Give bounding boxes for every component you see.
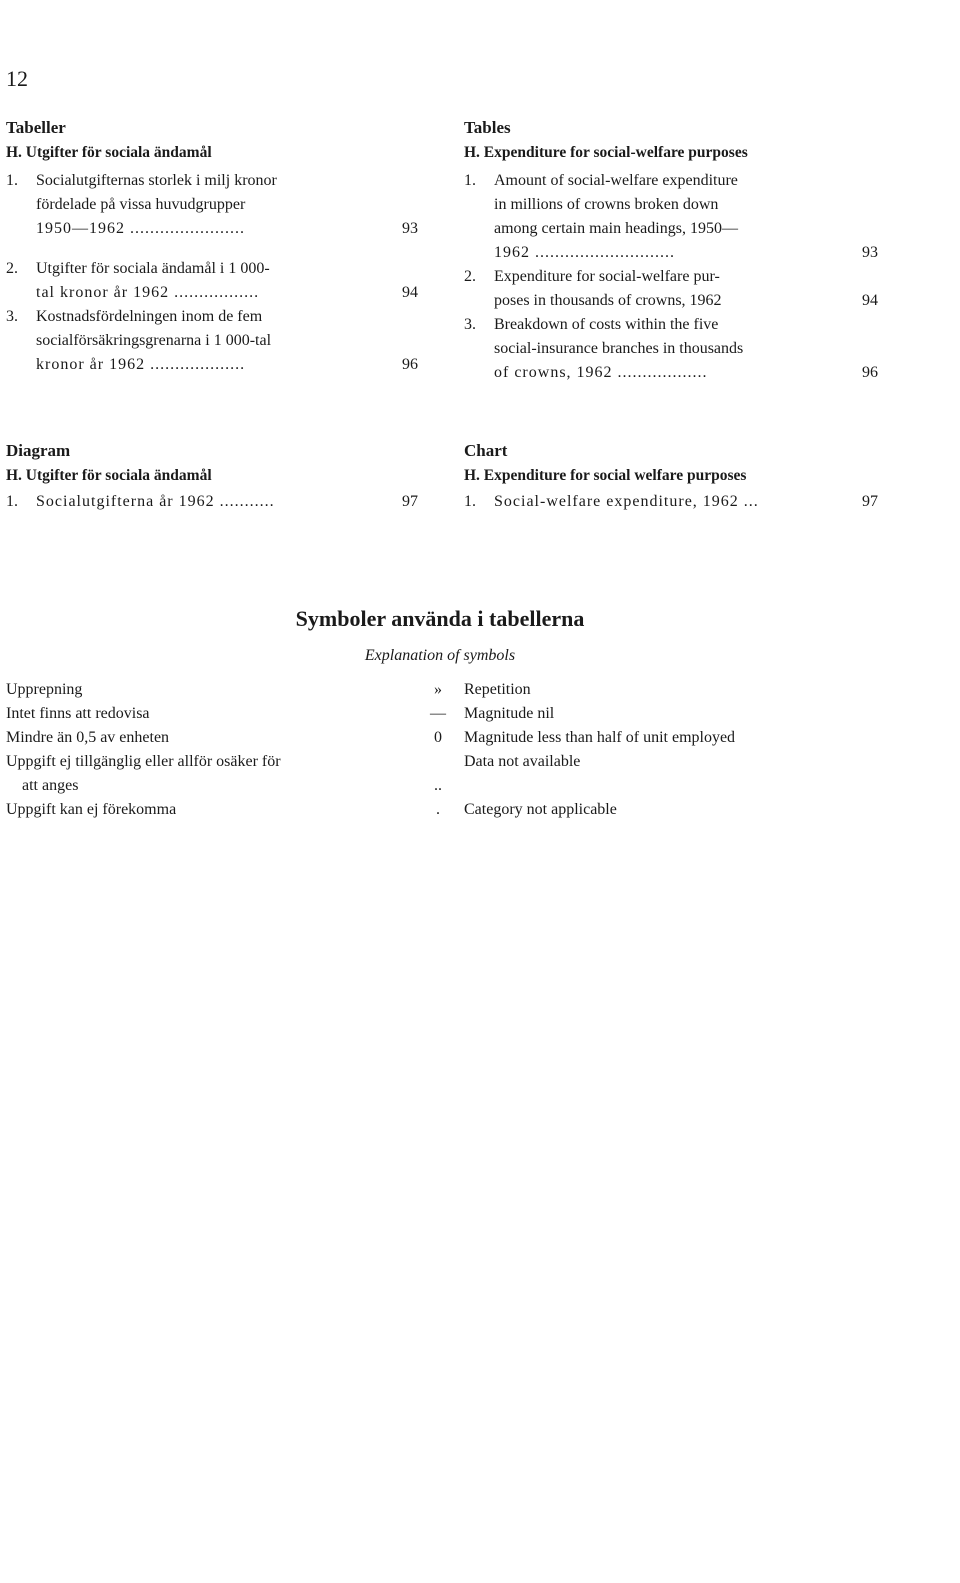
entry-text: Social-welfare expenditure, 1962 ...: [494, 493, 759, 510]
entry-text: Expenditure for social-welfare pur-: [494, 268, 720, 285]
entry-text: of crowns, 1962 ..................: [494, 364, 708, 381]
symbol-english-text: Repetition: [464, 681, 531, 698]
entry-text: among certain main headings, 1950—: [494, 220, 738, 237]
entry-text: fördelade på vissa huvudgrupper: [36, 196, 246, 213]
page-ref: 97: [402, 493, 418, 510]
entry-text: social-insurance branches in thousands: [494, 340, 744, 357]
symbol-english-text: Magnitude nil: [464, 705, 555, 722]
entry-number: 3.: [6, 308, 18, 325]
symbol-swedish-text: Uppgift kan ej förekomma: [6, 801, 177, 818]
tables-swedish-column: [6, 117, 418, 377]
entry-number: 1.: [6, 493, 18, 510]
chart-entry-en-1[interactable]: [464, 490, 878, 514]
symbol-mark: »: [434, 681, 442, 698]
symbols-title: Symboler använda i tabellerna: [295, 606, 585, 631]
symbol-row: [6, 678, 866, 702]
entry-text: kronor år 1962 ...................: [36, 356, 246, 373]
chart-section-en: H. Expenditure for social welfare purposes: [464, 467, 747, 484]
entry-text: Breakdown of costs within the five: [494, 316, 719, 333]
chart-heading-en: Chart: [464, 441, 508, 460]
page-ref: 96: [402, 356, 418, 373]
page-ref: 96: [862, 364, 878, 381]
entry-number: 2.: [464, 268, 476, 285]
symbol-english-text: Data not available: [464, 753, 581, 770]
entry-text: 1962 ............................: [494, 244, 675, 261]
diagram-entry-sv-1[interactable]: [6, 490, 418, 514]
entry-text: Socialutgifternas storlek i milj kronor: [36, 172, 277, 189]
tables-heading-sv: Tabeller: [6, 118, 66, 137]
page-ref: 94: [402, 284, 418, 301]
symbol-swedish-text: Upprepning: [6, 681, 83, 698]
symbols-subtitle: Explanation of symbols: [364, 647, 516, 664]
symbol-row: [6, 702, 866, 726]
entry-number: 2.: [6, 260, 18, 277]
tables-english-column: [464, 117, 878, 385]
tables-heading-en: Tables: [464, 118, 511, 137]
symbol-swedish-text: Uppgift ej tillgänglig eller allför osäker för: [6, 753, 281, 770]
symbols-table: [6, 678, 866, 822]
symbol-row: [6, 798, 866, 822]
toc-entry-sv-3[interactable]: [6, 305, 418, 377]
symbol-mark: —: [430, 705, 446, 722]
symbol-mark: 0: [434, 729, 442, 746]
page-ref: 93: [862, 244, 878, 261]
entry-number: 1.: [464, 172, 476, 189]
symbol-mark: ..: [434, 777, 442, 794]
toc-entry-en-1[interactable]: [464, 169, 878, 265]
entry-text: poses in thousands of crowns, 1962: [494, 292, 722, 309]
toc-entry-en-3[interactable]: [464, 313, 878, 385]
entry-text: Socialutgifterna år 1962 ...........: [36, 493, 275, 510]
diagram-heading-sv: Diagram: [6, 441, 71, 460]
entry-text: in millions of crowns broken down: [494, 196, 719, 213]
symbol-swedish-text: att anges: [22, 777, 79, 794]
page-ref: 94: [862, 292, 878, 309]
entry-number: 3.: [464, 316, 476, 333]
tables-section-en: H. Expenditure for social-welfare purposes: [464, 144, 748, 161]
symbol-english-text: Magnitude less than half of unit employed: [464, 729, 736, 746]
entry-number: 1.: [6, 172, 18, 189]
entry-text: socialförsäkringsgrenarna i 1 000-tal: [36, 332, 272, 349]
entry-number: 1.: [464, 493, 476, 510]
entry-text: 1950—1962 .......................: [36, 220, 245, 237]
toc-entry-en-2[interactable]: [464, 265, 878, 313]
entry-text: tal kronor år 1962 .................: [36, 284, 260, 301]
page-ref: 93: [402, 220, 418, 237]
page-ref: 97: [862, 493, 878, 510]
diagram-section-sv: H. Utgifter för sociala ändamål: [6, 467, 212, 484]
diagram-swedish-column: [6, 440, 418, 514]
tables-section-sv: H. Utgifter för sociala ändamål: [6, 144, 212, 161]
symbol-mark: .: [436, 801, 440, 818]
entry-text: Amount of social-welfare expenditure: [494, 172, 738, 189]
page-number: 12: [6, 66, 28, 91]
entry-text: Utgifter för sociala ändamål i 1 000-: [36, 260, 270, 277]
entry-text: Kostnadsfördelningen inom de fem: [36, 308, 263, 325]
symbol-english-text: Category not applicable: [464, 801, 617, 818]
toc-entry-sv-2[interactable]: [6, 257, 418, 305]
symbol-row: [6, 726, 866, 750]
symbol-swedish-text: Intet finns att redovisa: [6, 705, 150, 722]
symbol-row: [6, 750, 866, 774]
symbol-swedish-text: Mindre än 0,5 av enheten: [6, 729, 170, 746]
chart-english-column: [464, 440, 878, 514]
toc-entry-sv-1[interactable]: [6, 169, 418, 241]
symbol-row: [6, 774, 866, 798]
